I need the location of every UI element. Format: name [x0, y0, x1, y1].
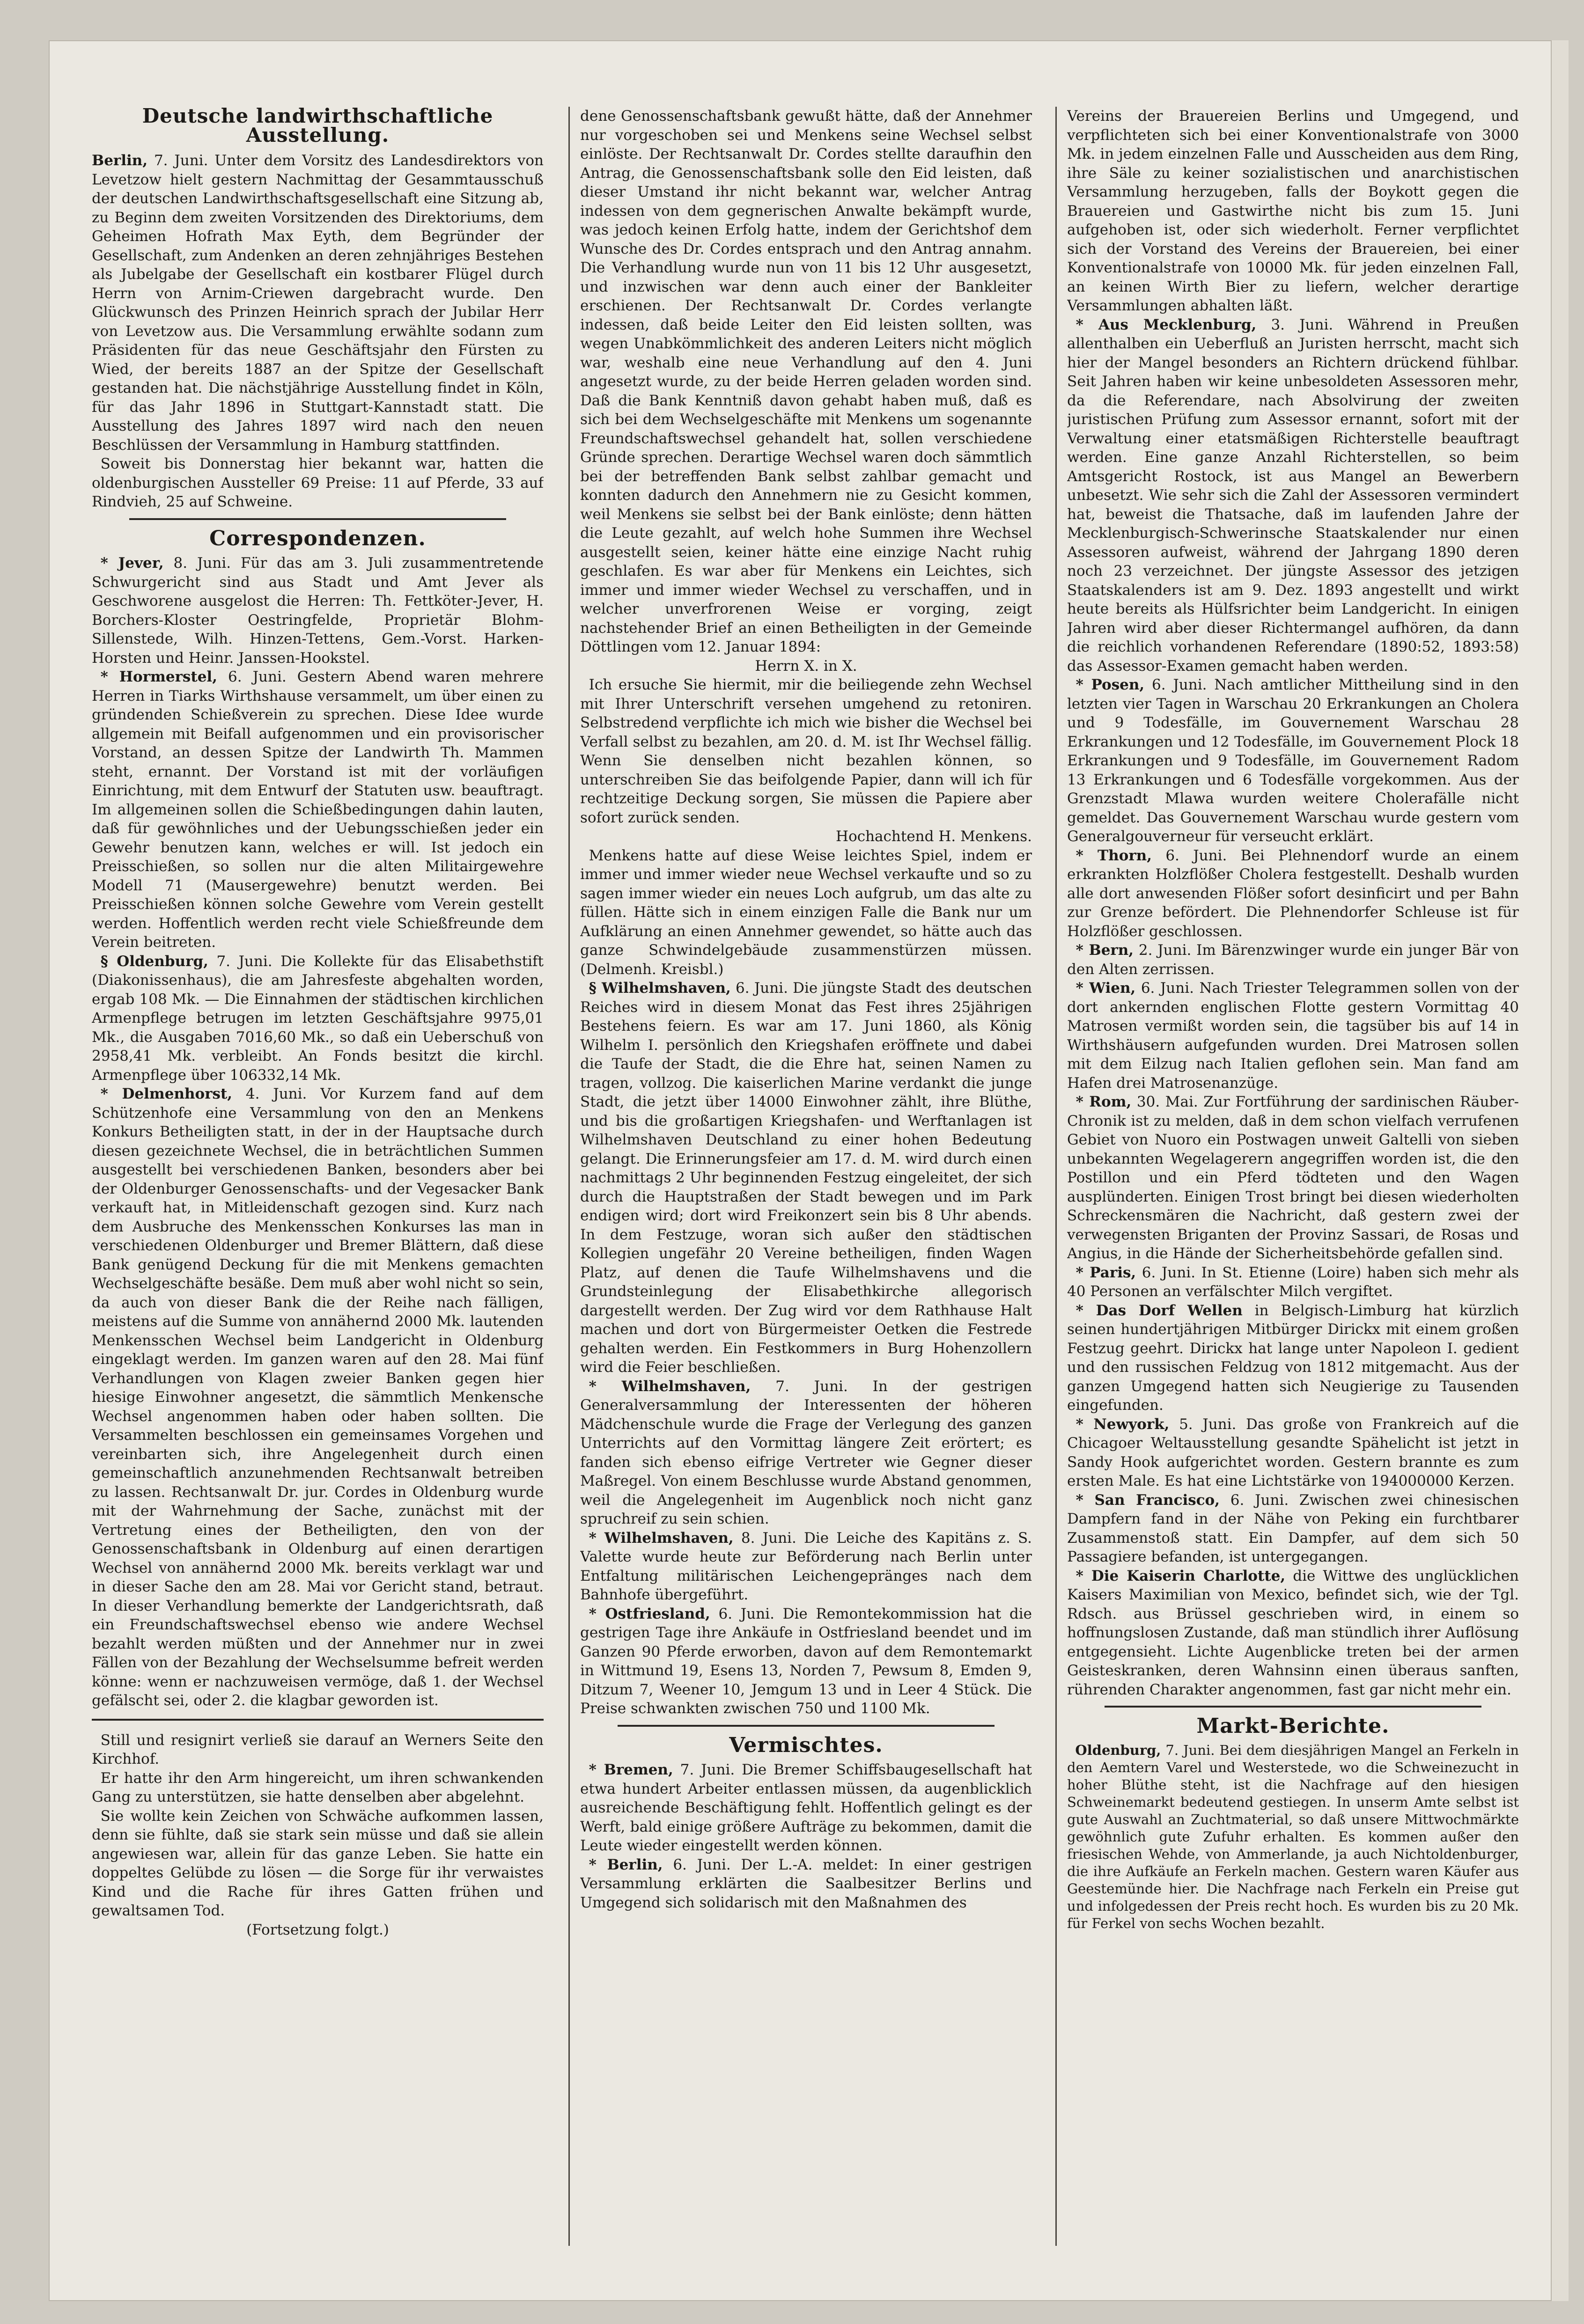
dateline: * Bremen, — [589, 1761, 673, 1778]
article-wilhelmshaven-2: * Wilhelmshaven, 7. Juni. In der gestrigen Generalversammlung der Interessenten der höheren Mädchenschule wurde die Frage der Verlegung des ganzen Unterrichts auf den Vormittag längere Zeit erörtert; es fanden sich ebenso eifrige Vertreter wie Gegner dieser Maßregel. Von einem Beschlusse wurde Abstand genommen, weil die Angelegenheit im Augenblick noch nicht ganz spruchreif zu sein schien. — [580, 1378, 1032, 1527]
divider — [129, 518, 506, 520]
column-3 — [1067, 107, 1519, 2246]
feuilleton-text-2: Er hatte ihr den Arm hingereicht, um ihren schwankenden Gang zu unterstützen, sie hatte denselben aber abgelehnt. — [92, 1769, 544, 1805]
article-berlin: Berlin, 7. Juni. Unter dem Vorsitz des Landesdirektors von Levetzow hielt gestern Nachmittag der Gesammtausschuß der deutschen Landwirthschaftsgesellschaft eine Sitzung ab, zu Beginn dem zweiten Vorsitzenden des Direktoriums, dem Geheimen Hofrath Max Eyth, dem Begründer der Gesellschaft, zum Andenken an deren zehnjähriges Bestehen als Jubelgabe der Gesellschaft ein kostbarer Flügel durch Herrn von Arnim-Criewen dargebracht wurde. Den Glückwunsch des Prinzen Heinrich sprach der Jubilar Herr von Levetzow aus. Die Versammlung erwählte sodann zum Präsidenten für das neue Geschäftsjahr den Fürsten zu Wied, der bereits 1887 an der Spitze der Gesellschaft gestanden hat. Die nächstjährige Ausstellung findet in Köln, für das Jahr 1896 in Stuttgart-Kannstadt statt. Die Ausstellung des Jahres 1897 wird nach den neuen Beschlüssen der Versammlung in Hamburg stattfinden. — [92, 152, 544, 454]
dateline: * Aus Mecklenburg, — [1076, 316, 1257, 333]
article-market-oldenburg: Oldenburg, 7. Juni. Bei dem diesjährigen Mangel an Ferkeln in den Aemtern Varel und Westerstede, wo die Schweinezucht in hoher Blüthe steht, ist die Nachfrage auf den hiesigen Schweinemarkt bedeutend gestiegen. In unserm Amte selbst ist gute Auswahl an Zuchtmaterial, so daß unsere Mittwochmärkte gewöhnlich gute Zufuhr erhalten. Es kommen außer den friesischen Wehde, von Ammerlande, ja auch Nichtoldenburger, die ihre Aufkäufe an Ferkeln machen. Gestern waren Käufer aus Geestemünde hier. Die Nachfrage nach Ferkeln ein Preise gut und infolgedessen der Preis recht hoch. Es wurden bis zu 20 Mk. für Ferkel von sechs Wochen bezahlt. — [1067, 1742, 1519, 1931]
article-bern: * Bern, 2. Juni. Im Bärenzwinger wurde ein junger Bär von den Alten zerrissen. — [1067, 942, 1519, 978]
article-delmenhorst-continued: dene Genossenschaftsbank gewußt hätte, daß der Annehmer nur vorgeschoben sei und Menkens seine Wechsel selbst einlöste. Der Rechtsanwalt Dr. Cordes stellte daraufhin den Antrag, die Genossenschaftsbank solle den Eid leisten, daß dieser Umstand ihr nicht bekannt war, welcher Antrag indessen von dem gegnerischen Anwalte bekämpft wurde, was jedoch keinen Erfolg hatte, indem der Gerichtshof dem Wunsche des Dr. Cordes entsprach und den Antrag annahm. Die Verhandlung wurde nun von 11 bis 12 Uhr ausgesetzt, und inzwischen war denn auch einer der Bankleiter erschienen. Der Rechtsanwalt Dr. Cordes verlangte indessen, daß beide Leiter den Eid leisten sollten, was wegen Unabkömmlichkeit des anderen Leiters nicht möglich war, weshalb eine neue Verhandlung auf den 4. Juni angesetzt wurde, zu der beide Herren geladen worden sind. Daß die Bank Kenntniß davon gehabt haben muß, daß es sich bei dem Wechselgeschäfte mit Menkens um sogenannte Freundschaftswechsel gehandelt hat, sollen verschiedene Gründe sprechen. Derartige Wechsel waren doch sämmtlich bei der betreffenden Bank selbst zahlbar gemacht und konnten dadurch den Annehmern nie zu Gesicht kommen, weil Menkens sie selbst bei der Bank einlöste; denn hätten die Leute gezahlt, auf welch hohe Summen ihre Wechsel ausgestellt seien, keiner hätte eine einzige Nacht ruhig geschlafen. Es war aber für Menkens ein Leichtes, sich immer und immer wieder Wechsel zu verschaffen, und in welcher unverfrorenen Weise er vorging, zeigt nachstehender Brief an einen Betheiligten in der Gemeinde Döttlingen vom 12. Januar 1894: — [580, 108, 1032, 655]
column-2 — [580, 107, 1032, 2246]
dateline: § Wilhelmshaven, — [589, 980, 731, 997]
article-san-francisco: * San Francisco, 6. Juni. Zwischen zwei chinesischen Dampfern fand in der Nähe von Peking ein furchtbarer Zusammenstoß statt. Ein Dampfer, auf dem sich 50 Passagiere befanden, ist untergegangen. — [1067, 1491, 1519, 1565]
dateline: * Wilhelmshaven, — [589, 1529, 734, 1547]
dateline: * Ostfriesland, — [589, 1605, 710, 1622]
article-wien: * Wien, 6. Juni. Nach Triester Telegrammen sollen von der dort ankernden englischen Flotte gestern Vormittag 40 Matrosen vermißt worden sein, die tagsüber bis auf 14 in Wirthshäusern aufgefunden wurden. Drei Matrosen sollen mit dem Eilzug nach Italien geflohen sein. Man fand am Hafen drei Matrosenanzüge. — [1067, 980, 1519, 1092]
dateline: * Wien, — [1076, 980, 1136, 997]
heading-market-reports: Markt-Berichte. — [1196, 1714, 1390, 1738]
dateline: * Posen, — [1076, 676, 1145, 693]
dateline: * Delmenhorst, — [100, 1085, 233, 1102]
dateline: Oldenburg, — [1075, 1742, 1161, 1758]
dateline: * Thorn, — [1076, 847, 1152, 864]
letter-body: Ich ersuche Sie hiermit, mir die beiliegende zehn Wechsel mit Ihrer Unterschrift versehen umgehend zu retoniren. Selbstredend verpflichte ich mich wie bisher die Wechsel bei Verfall selbst zu bezahlen, am 20. d. M. ist Ihr Wechsel fällig. Wenn Sie denselben nicht bezahlen können, so unterschreiben Sie das beifolgende Papier, dann will ich für rechtzeitige Deckung sorgen, Sie müssen die Papiere aber sofort zurück senden. — [580, 676, 1032, 826]
article-wilhelmshaven-3: * Wilhelmshaven, 8. Juni. Die Leiche des Kapitäns z. S. Valette wurde heute zur Beförderung nach Berlin unter Entfaltung militärischen Leichengepränges nach dem Bahnhofe übergeführt. — [580, 1529, 1032, 1603]
column-separator — [568, 107, 570, 2246]
divider — [1105, 1706, 1481, 1708]
dateline: * Berlin, — [589, 1856, 663, 1873]
article-jever: * Jever, 8. Juni. Für das am 3. Juli zusammentretende Schwurgericht sind aus Stadt und Amt Jever als Geschworene ausgelost die Herren: Th. Fettköter-Jever, H. Borchers-Kloster Oestringfelde, Proprietär Blohm-Sillenstede, Wilh. Hinzen-Tettens, Gem.-Vorst. Harken-Horsten und Heinr. Janssen-Hookstel. — [92, 555, 544, 667]
divider — [618, 1725, 995, 1727]
article-oldenburg: § Oldenburg, 7. Juni. Die Kollekte für das Elisabethstift (Diakonissenhaus), die am Jahresfeste abgehalten worden, ergab 108 Mk. — Die Einnahmen der städtischen kirchlichen Armenpflege betrugen im letzten Geschäftsjahre 9975,01 Mk., die Ausgaben 7016,60 Mk., so daß ein Ueberschuß von 2958,41 Mk. verbleibt. An Fonds besitzt die kirchl. Armenpflege über 106332,14 Mk. — [92, 953, 544, 1084]
article-mecklenburg: * Aus Mecklenburg, 3. Juni. Während in Preußen allenthalben ein Ueberfluß an Juristen herrscht, macht sich hier der Mangel besonders an Richtern drückend fühlbar. Seit Jahren haben wir keine unbesoldeten Assessoren mehr, da die Referendare, nach Absolvirung der zweiten juristischen Prüfung zum Assessor ernannt, sofort mit der Verwaltung einer etatsmäßigen Richterstelle beauftragt werden. Eine ganze Anzahl Richterstellen, so beim Amtsgericht Rostock, ist aus Mangel an Bewerbern unbesetzt. Wie sehr sich die Zahl der Assessoren vermindert hat, beweist die Thatsache, daß im laufenden Jahre der Mecklenburgisch-Schwerinsche Staatskalender nur einen Assessoren aufweist, während der Jahrgang 1890 deren noch 23 verzeichnet. Der jüngste Assessor des jetzigen Staatskalenders ist am 9. Dez. 1893 angestellt und wirkt heute bereits als Hülfsrichter beim Landgericht. In einigen Jahren wird aber dieser Richtermangel aufhören, da dann die reichlich vorhandenen Referendare (1890:52, 1893:58) das Assessor-Examen gemacht haben werden. — [1067, 316, 1519, 674]
dateline: * Die Kaiserin Charlotte, — [1076, 1567, 1286, 1584]
article-bremen: * Bremen, 7. Juni. Die Bremer Schiffsbaugesellschaft hat etwa hundert Arbeiter entlassen müssen, da augenblicklich ausreichende Beschäftigung fehlt. Hoffentlich gelingt es der Werft, bald einige größere Aufträge zu bekommen, damit die Leute wieder eingestellt werden können. — [580, 1761, 1032, 1854]
feuilleton-text-3: Sie wollte kein Zeichen von Schwäche aufkommen lassen, denn sie fühlte, daß sie stark sein müsse und daß sie allein angewiesen war, allein für das ganze Leben. Sie hatte ein doppeltes Gelübde zu lösen — die Sorge für ihr verwaistes Kind und die Rache für ihres Gatten frühen und gewaltsamen Tod. — [92, 1807, 544, 1919]
feuilleton-text-1: Still und resignirt verließ sie darauf an Werners Seite den Kirchhof. — [92, 1731, 544, 1767]
heading-agricultural-exhibition: Deutsche landwirthschaftliche Ausstellung. — [142, 107, 494, 147]
dateline: * Bern, — [1076, 942, 1134, 959]
dateline: * Wilhelmshaven, — [589, 1378, 751, 1395]
article-berlin-saal-continued: Vereins der Brauereien Berlins und Umgegend, und verpflichteten sich bei einer Konventionalstrafe von 3000 Mk. in jedem einzelnen Falle und Ausscheiden aus dem Ring, ihre Säle zu keiner sozialistischen und anarchistischen Versammlung herzugeben, falls der Boykott gegen die Brauereien und Gastwirthe nicht bis zum 15. Juni aufgehoben ist, oder sich wiederholt. Ferner verpflichtet sich der Vorstand des Vereins der Brauereien, bei einer Konventionalstrafe von 10000 Mk. für jeden einzelnen Fall, an keinen Wirth Bier zu liefern, welcher derartige Versammlungen abhalten läßt. — [1067, 108, 1519, 314]
dateline: * Das Dorf Wellen — [1076, 1302, 1243, 1319]
article-paris: * Paris, 6. Juni. In St. Etienne (Loire) haben sich mehr als 40 Personen an verfälschter Milch vergiftet. — [1067, 1264, 1519, 1300]
article-delmenhorst: * Delmenhorst, 4. Juni. Vor Kurzem fand auf dem Schützenhofe eine Versammlung von den an Menkens Konkurs Betheiligten statt, in der in der Hauptsache durch diesen gezeichnete Wechsel, die in beträchtlichen Summen ausgestellt bei verschiedenen Banken, besonders aber bei der Oldenburger Genossenschafts- und der Vegesacker Bank verkauft hat, in Mitleidenschaft gezogen sind. Kurz nach dem Ausbruche des Menkensschen Konkurses las man in verschiedenen Oldenburger und Bremer Blättern, daß diese Bank genügend Deckung für die mit Menkens gemachten Wechselgeschäfte besäße. Dem muß aber wohl nicht so sein, da auch von dieser Bank die der Reihe nach fälligen, meistens auf die Summe von annähernd 2000 Mk. lautenden Menkensschen Wechsel beim Landgericht in Oldenburg eingeklagt werden. Im ganzen waren auf den 28. Mai fünf Verhandlungen von Klagen zweier Banken gegen hier hiesige Einwohner angesetzt, die sämmtlich Menkensche Wechsel angenommen haben oder haben sollten. Die Versammelten beschlossen ein gemeinsames Vorgehen und vereinbarten sich, ihre Angelegenheit durch einen gemeinschaftlich anzunehmenden Rechtsanwalt betreiben zu lassen. Rechtsanwalt Dr. jur. Cordes in Oldenburg wurde mit der Wahrnehmung der Sache, zunächst mit der Vertretung eines der Betheiligten, den von der Genossenschaftsbank in Oldenburg auf einen derartigen Wechsel von annähernd 2000 Mk. bereits verklagt war und in dieser Sache den am 28. Mai vor Gericht stand, betraut. In dieser Verhandlung bemerkte der Landgerichtsrath, daß ein Freundschaftswechsel ebenso wie andere Wechsel bezahlt werden müßten und der Annehmer nur in zwei Fällen von der Bezahlung der Wechselsumme befreit werden könne: wenn er nachzuweisen vermöge, daß 1. der Wechsel gefälscht sei, oder 2. die klagbar geworden ist. — [92, 1085, 544, 1709]
dateline: * San Francisco, — [1076, 1491, 1220, 1509]
article-delmenhorst-end: Menkens hatte auf diese Weise leichtes Spiel, indem er immer und immer wieder neue Wechsel verkaufte und so zu sagen immer wieder ein neues Loch aufgrub, um das alte zu füllen. Hätte sich in einem einzigen Falle die Bank nur um Aufklärung an einen Annehmer gewendet, so hätte auch das ganze Schwindelgebäude zusammenstürzen müssen. (Delmenh. Kreisbl.) — [580, 847, 1032, 978]
article-berlin-2: Soweit bis Donnerstag hier bekannt war, hatten die oldenburgischen Aussteller 69 Preise: 11 auf Pferde, 33 auf Rindvieh, 25 auf Schweine. — [92, 455, 544, 510]
article-rom: * Rom, 30. Mai. Zur Fortführung der sardinischen Räuber-Chronik ist zu melden, daß in dem schon vielfach verrufenen Gebiet von Nuoro ein Postwagen unweit Galtelli von sieben unbekannten Wegelagerern angegriffen worden ist, die den Postillon und ein Pferd tödteten und den Wagen ausplünderten. Einigen Trost bringt bei diesen wiederholten Schreckensmären die Nachricht, daß gestern zwei der verwegensten Briganten der Provinz Sassari, de Rosas und Angius, in die Hände der Sicherheitsbehörde gefallen sind. — [1067, 1093, 1519, 1262]
article-ostfriesland: * Ostfriesland, 6. Juni. Die Remontekommission hat die gestrigen Tage ihre Ankäufe in Ostfriesland beendet und im Ganzen 90 Pferde erworben, davon auf dem Remontemarkt in Wittmund 19, Esens 13, Norden 7, Pewsum 8, Emden 9, Ditzum 7, Weener 10, Jemgum 13 und in Leer 4 Stück. Die Preise schwankten zwischen 750 und 1100 Mk. — [580, 1605, 1032, 1717]
article-berlin-saal: * Berlin, 6. Juni. Der L.-A. meldet: In einer gestrigen Versammlung erklärten die Saalbesitzer Berlins und Umgegend sich solidarisch mit den Maßnahmen des — [580, 1856, 1032, 1911]
column-1 — [92, 107, 544, 2246]
article-wilhelmshaven-1: § Wilhelmshaven, 6. Juni. Die jüngste Stadt des deutschen Reiches wird in diesem Monat das Fest ihres 25jährigen Bestehens feiern. Es war am 17. Juni 1860, als König Wilhelm I. persönlich den Kriegshafen eröffnete und dabei die Taufe der Stadt, die die Ehre hat, seinen Namen zu tragen, vollzog. Die kaiserlichen Marine verdankt die junge Stadt, die jetzt über 14000 Einwohner zählt, ihre Blüthe, und bis die großartigen Kriegshafen- und Werftanlagen ist Wilhelmshaven Deutschland zu einer hohen Bedeutung gelangt. Die Erinnerungsfeier am 17. d. M. wird durch einen nachmittags 2 Uhr beginnenden Festzug eingeleitet, der sich durch die Hauptstraßen der Stadt bewegen und im Park endigen wird; dort wird Freikonzert sein bis 8 Uhr abends. In dem Festzuge, woran sich außer den städtischen Kollegien ungefähr 20 Vereine betheiligen, finden Wagen Platz, auf denen die Taufe Wilhelmshavens und die Grundsteinlegung der Elisabethkirche allegorisch dargestellt werden. Der Zug wird vor dem Rathhause Halt machen und dort von Bürgermeister Oetken die Festrede gehalten werden. Ein Festkommers in Burg Hohenzollern wird die Feier beschließen. — [580, 980, 1032, 1376]
dateline: * Newyork, — [1076, 1415, 1170, 1433]
article-kaiserin-charlotte: * Die Kaiserin Charlotte, die Wittwe des unglücklichen Kaisers Maximilian von Mexico, befindet sich, wie der Tgl. Rdsch. aus Brüssel geschrieben wird, in einem so hoffnungslosen Zustande, daß man stündlich ihrer Auflösung entgegensieht. Lichte Augenblicke treten bei der armen Geisteskranken, deren Wahnsinn einen überaus sanften, rührenden Charakter angenommen, fast gar nicht mehr ein. — [1067, 1567, 1519, 1698]
dateline: * Hormerstel, — [100, 668, 217, 685]
letter-signature: Hochachtend H. Menkens. — [836, 828, 1032, 845]
article-hormerstel: * Hormerstel, 6. Juni. Gestern Abend waren mehrere Herren in Tiarks Wirthshause versammelt, um über einen zu gründenden Schießverein zu sprechen. Diese Idee wurde allgemein mit Beifall aufgenommen und ein provisorischer Vorstand, an dessen Spitze der Landwirth Th. Mammen steht, ernannt. Der Vorstand ist mit der vorläufigen Einrichtung, mit dem Entwurf der Statuten usw. beauftragt. Im allgemeinen sollen die Schießbedingungen dahin lauten, daß für gewöhnliches und der Uebungsschießen jeder ein Gewehr benutzen kann, welches er will. Ist jedoch ein Preisschießen, so sollen nur die alten Militairgewehre Modell 71 (Mausergewehre) benutzt werden. Bei Preisschießen können solche Gewehre vom Verein gestellt werden. Hoffentlich werden recht viele Schießfreunde dem Verein beitreten. — [92, 668, 544, 951]
dateline: * Paris, — [1076, 1264, 1136, 1281]
feuilleton-divider — [92, 1719, 544, 1721]
dateline: * Jever, — [100, 555, 164, 572]
letter-salutation: Herrn X. in X. — [755, 657, 857, 674]
heading-miscellaneous: Vermischtes. — [729, 1733, 883, 1757]
heading-correspondence: Correspondenzen. — [209, 526, 426, 550]
article-posen: * Posen, 6. Juni. Nach amtlicher Mittheilung sind in den letzten vier Tagen in Warschau 20 Erkrankungen an Cholera und 9 Todesfälle, im Gouvernement Warschau 28 Erkrankungen und 12 Todesfälle, im Gouvernement Plock 18 Erkrankungen und 9 Todesfälle, im Gouvernement Radom 13 Erkrankungen und 6 Todesfälle vorgekommen. Aus der Grenzstadt Mlawa wurden weitere Cholerafälle nicht gemeldet. Das Gouvernement Warschau wurde gestern vom Generalgouverneur für verseucht erklärt. — [1067, 676, 1519, 845]
newspaper-page — [49, 40, 1552, 2301]
article-thorn: * Thorn, 6. Juni. Bei Plehnendorf wurde an einem erkrankten Holzflößer Cholera festgestellt. Deshalb wurden alle dort anwesenden Flößer sofort desinficirt und per Bahn zur Grenze befördert. Die Plehnendorfer Schleuse ist für Holzflößer geschlossen. — [1067, 847, 1519, 940]
dateline: § Oldenburg, — [100, 953, 208, 970]
article-wellen: * Das Dorf Wellen in Belgisch-Limburg hat kürzlich seinen hundertjährigen Mitbürger Dirickx mit einem großen Festzug geehrt. Dirickx hat lange unter Napoleon I. gedient und den russischen Feldzug von 1812 mitgemacht. Aus der ganzen Umgegend hatten sich Neugierige zu Tausenden eingefunden. — [1067, 1302, 1519, 1414]
dateline: Berlin, — [92, 152, 148, 169]
column-separator — [1055, 107, 1057, 2246]
dateline: * Rom, — [1076, 1093, 1132, 1110]
article-newyork: * Newyork, 5. Juni. Das große von Frankreich auf die Chicagoer Weltausstellung gesandte Spähelicht ist jetzt in Sandy Hook aufgerichtet worden. Gestern brannte es zum ersten Male. Es hat eine Lichtstärke von 194000000 Kerzen. — [1067, 1415, 1519, 1489]
continuation-note: (Fortsetzung folgt.) — [246, 1921, 389, 1938]
